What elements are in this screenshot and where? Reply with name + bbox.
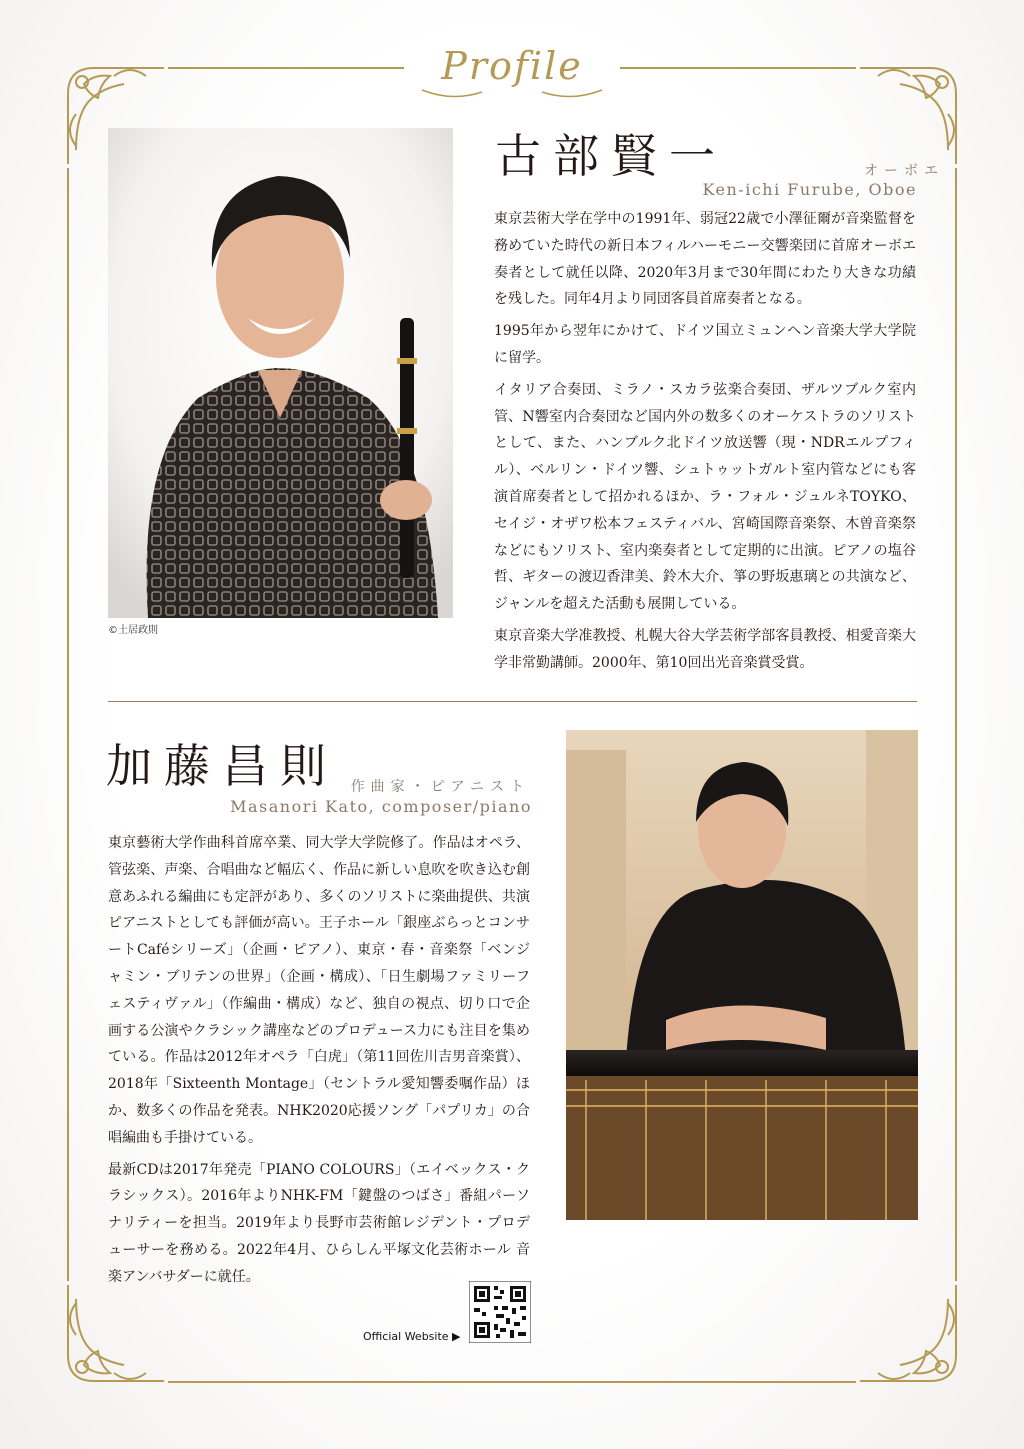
person1-bio-paragraph: 1995年から翌年にかけて、ドイツ国立ミュンヘン音楽大学大学院に留学。 xyxy=(494,323,916,366)
person1-photo xyxy=(108,128,453,618)
official-website-link[interactable]: Official Website ▶ xyxy=(363,1330,461,1343)
person1-bio-paragraph: 東京音楽大学准教授、札幌大谷大学芸術学部客員教授、相愛音楽大学非常勤講師。2000年、第10回出光音楽賞受賞。 xyxy=(494,627,916,671)
corner-ornament-bottom-right xyxy=(860,1285,970,1395)
section-divider xyxy=(108,701,917,702)
person1-bio-paragraph: イタリア合奏団、ミラノ・スカラ弦楽合奏団、ザルツブルク室内管、N響室内合奏団など国内外の数多くのオーケストラのソリストとして、また、ハンブルク北ドイツ放送響（現・NDRエルプフィル）、ベルリン・ドイツ響、シュトゥットガルト室内管などにも客演首席奏者として招かれるほか、ラ・フォル・ジュルネTOYKO、セイジ・オザワ松本フェスティバル、宮崎国際音楽祭、木曽音楽祭などにもソリスト、室内楽奏者として定期的に出演。ピアノの塩谷哲、ギターの渡辺香津美、鈴木大介、箏の野坂惠璃との共演など、ジャンルを超えた活動も展開している。 xyxy=(494,381,916,613)
person2-bio-paragraph: 最新CDは2017年発売「PIANO COLOURS」（エイベックス・クラシックス）。2016年よりNHK-FM「鍵盤のつばさ」番組パーソナリティーを担当。2019年より長野市芸術館レジデント・プロデューサーを務める。2022年4月、ひらしん平塚文化芸術ホール 音楽アンバサダーに就任。 xyxy=(108,1161,530,1285)
person1-bio xyxy=(494,206,916,682)
photo-credit: ©土居政則 xyxy=(108,625,158,636)
person2-bio xyxy=(108,830,530,1296)
person2-name-en: Masanori Kato, composer/piano xyxy=(230,797,532,816)
page-title: Profile xyxy=(441,44,583,88)
frame-bottom-line xyxy=(168,1381,856,1383)
frame-right-line xyxy=(955,168,957,1281)
person2-role-jp: 作曲家・ピアニスト xyxy=(350,779,530,795)
person2-photo xyxy=(566,730,918,1220)
qr-code-icon[interactable] xyxy=(469,1281,531,1343)
page-title-block xyxy=(412,40,612,106)
person2-name-jp: 加藤昌則 xyxy=(106,739,338,793)
corner-ornament-bottom-left xyxy=(54,1285,164,1395)
person1-name-en: Ken-ichi Furube, Oboe xyxy=(702,180,917,199)
frame-left-line xyxy=(67,168,69,1281)
person2-bio-paragraph: 東京藝術大学作曲科首席卒業、同大学大学院修了。作品はオペラ、管弦楽、声楽、合唱曲など幅広く、作品に新しい息吹を吹き込む創意あふれる編曲にも定評があり、多くのソリストに楽曲提供、共演ピアニストとしても評価が高い。王子ホール「銀座ぶらっとコンサートCaféシリーズ」（企画・ピアノ）、東京・春・音楽祭「ベンジャミン・ブリテンの世界」（企画・構成）、「日生劇場ファミリーフェスティヴァル」（作編曲・構成）など、独自の視点、切り口で企画する公演やクラシック講座などのプロデュース力にも注目を集めている。作品は2012年オペラ「白虎」（第11回佐川吉男音楽賞）、2018年「Sixteenth Montage」（セントラル愛知響委嘱作品）ほか、数多くの作品を発表。NHK2020応援ソング「パプリカ」の合唱編曲も手掛けている。 xyxy=(108,835,530,1146)
person1-bio-paragraph: 東京芸術大学在学中の1991年、弱冠22歳で小澤征爾が音楽監督を務めていた時代の新日本フィルハーモニー交響楽団に首席オーボエ奏者として就任以降、2020年3月まで30年間にわたり大きな功績を残した。同年4月より同団客員首席奏者となる。 xyxy=(494,211,916,308)
frame-top-right-line xyxy=(620,67,856,69)
corner-ornament-top-right xyxy=(860,54,970,164)
person1-role-jp: オーボエ xyxy=(864,163,944,179)
person1-name-jp: 古部賢一 xyxy=(495,129,727,183)
frame-top-left-line xyxy=(168,67,404,69)
